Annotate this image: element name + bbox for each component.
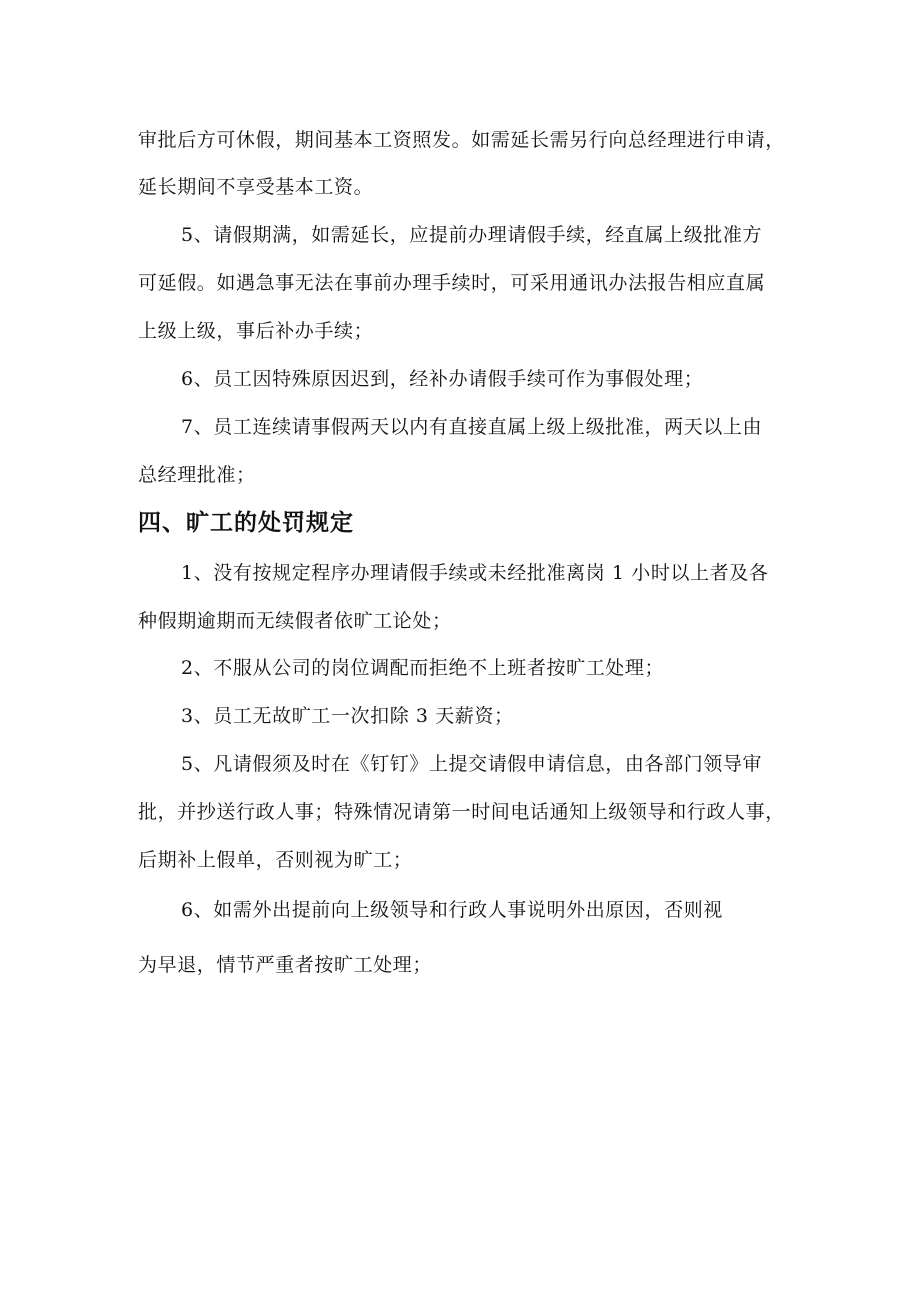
absence-item-1-line-1: 1、没有按规定程序办理请假手续或未经批准离岗 1 小时以上者及各: [181, 562, 769, 584]
absence-item-5-line-3: 后期补上假单，否则视为旷工；: [138, 849, 413, 871]
leave-item-6-line-1: 6、员工因特殊原因迟到，经补办请假手续可作为事假处理；: [181, 368, 704, 390]
absence-item-5-line-2: 批，并抄送行政人事；特殊情况请第一时间电话通知上级领导和行政人事，: [138, 801, 785, 823]
absence-item-6-line-1: 6、如需外出提前向上级领导和行政人事说明外出原因，否则视: [181, 899, 723, 921]
leave-item-7-line-1: 7、员工连续请事假两天以内有直接直属上级上级批准，两天以上由: [181, 416, 763, 438]
absence-item-6-line-2: 为早退，情节严重者按旷工处理；: [138, 954, 433, 976]
leave-item-7-line-2: 总经理批准；: [138, 464, 256, 486]
leave-item-5-line-3: 上级上级，事后补办手续；: [138, 320, 374, 342]
absence-item-5-line-1: 5、凡请假须及时在《钉钉》上提交请假申请信息，由各部门领导审: [181, 753, 763, 775]
absence-item-1-line-2: 种假期逾期而无续假者依旷工论处；: [138, 610, 452, 632]
continuation-line-1: 审批后方可休假，期间基本工资照发。如需延长需另行向总经理进行申请，: [138, 129, 785, 151]
section-heading: 四、旷工的处罚规定: [138, 510, 354, 536]
absence-item-3-line-1: 3、员工无故旷工一次扣除 3 天薪资；: [181, 705, 514, 727]
leave-item-5-line-1: 5、请假期满，如需延长，应提前办理请假手续，经直属上级批准方: [181, 224, 763, 246]
leave-item-5-line-2: 可延假。如遇急事无法在事前办理手续时，可采用通讯办法报告相应直属: [138, 272, 766, 294]
absence-item-2-line-1: 2、不服从公司的岗位调配而拒绝不上班者按旷工处理；: [181, 657, 665, 679]
continuation-line-2: 延长期间不享受基本工资。: [138, 176, 374, 198]
